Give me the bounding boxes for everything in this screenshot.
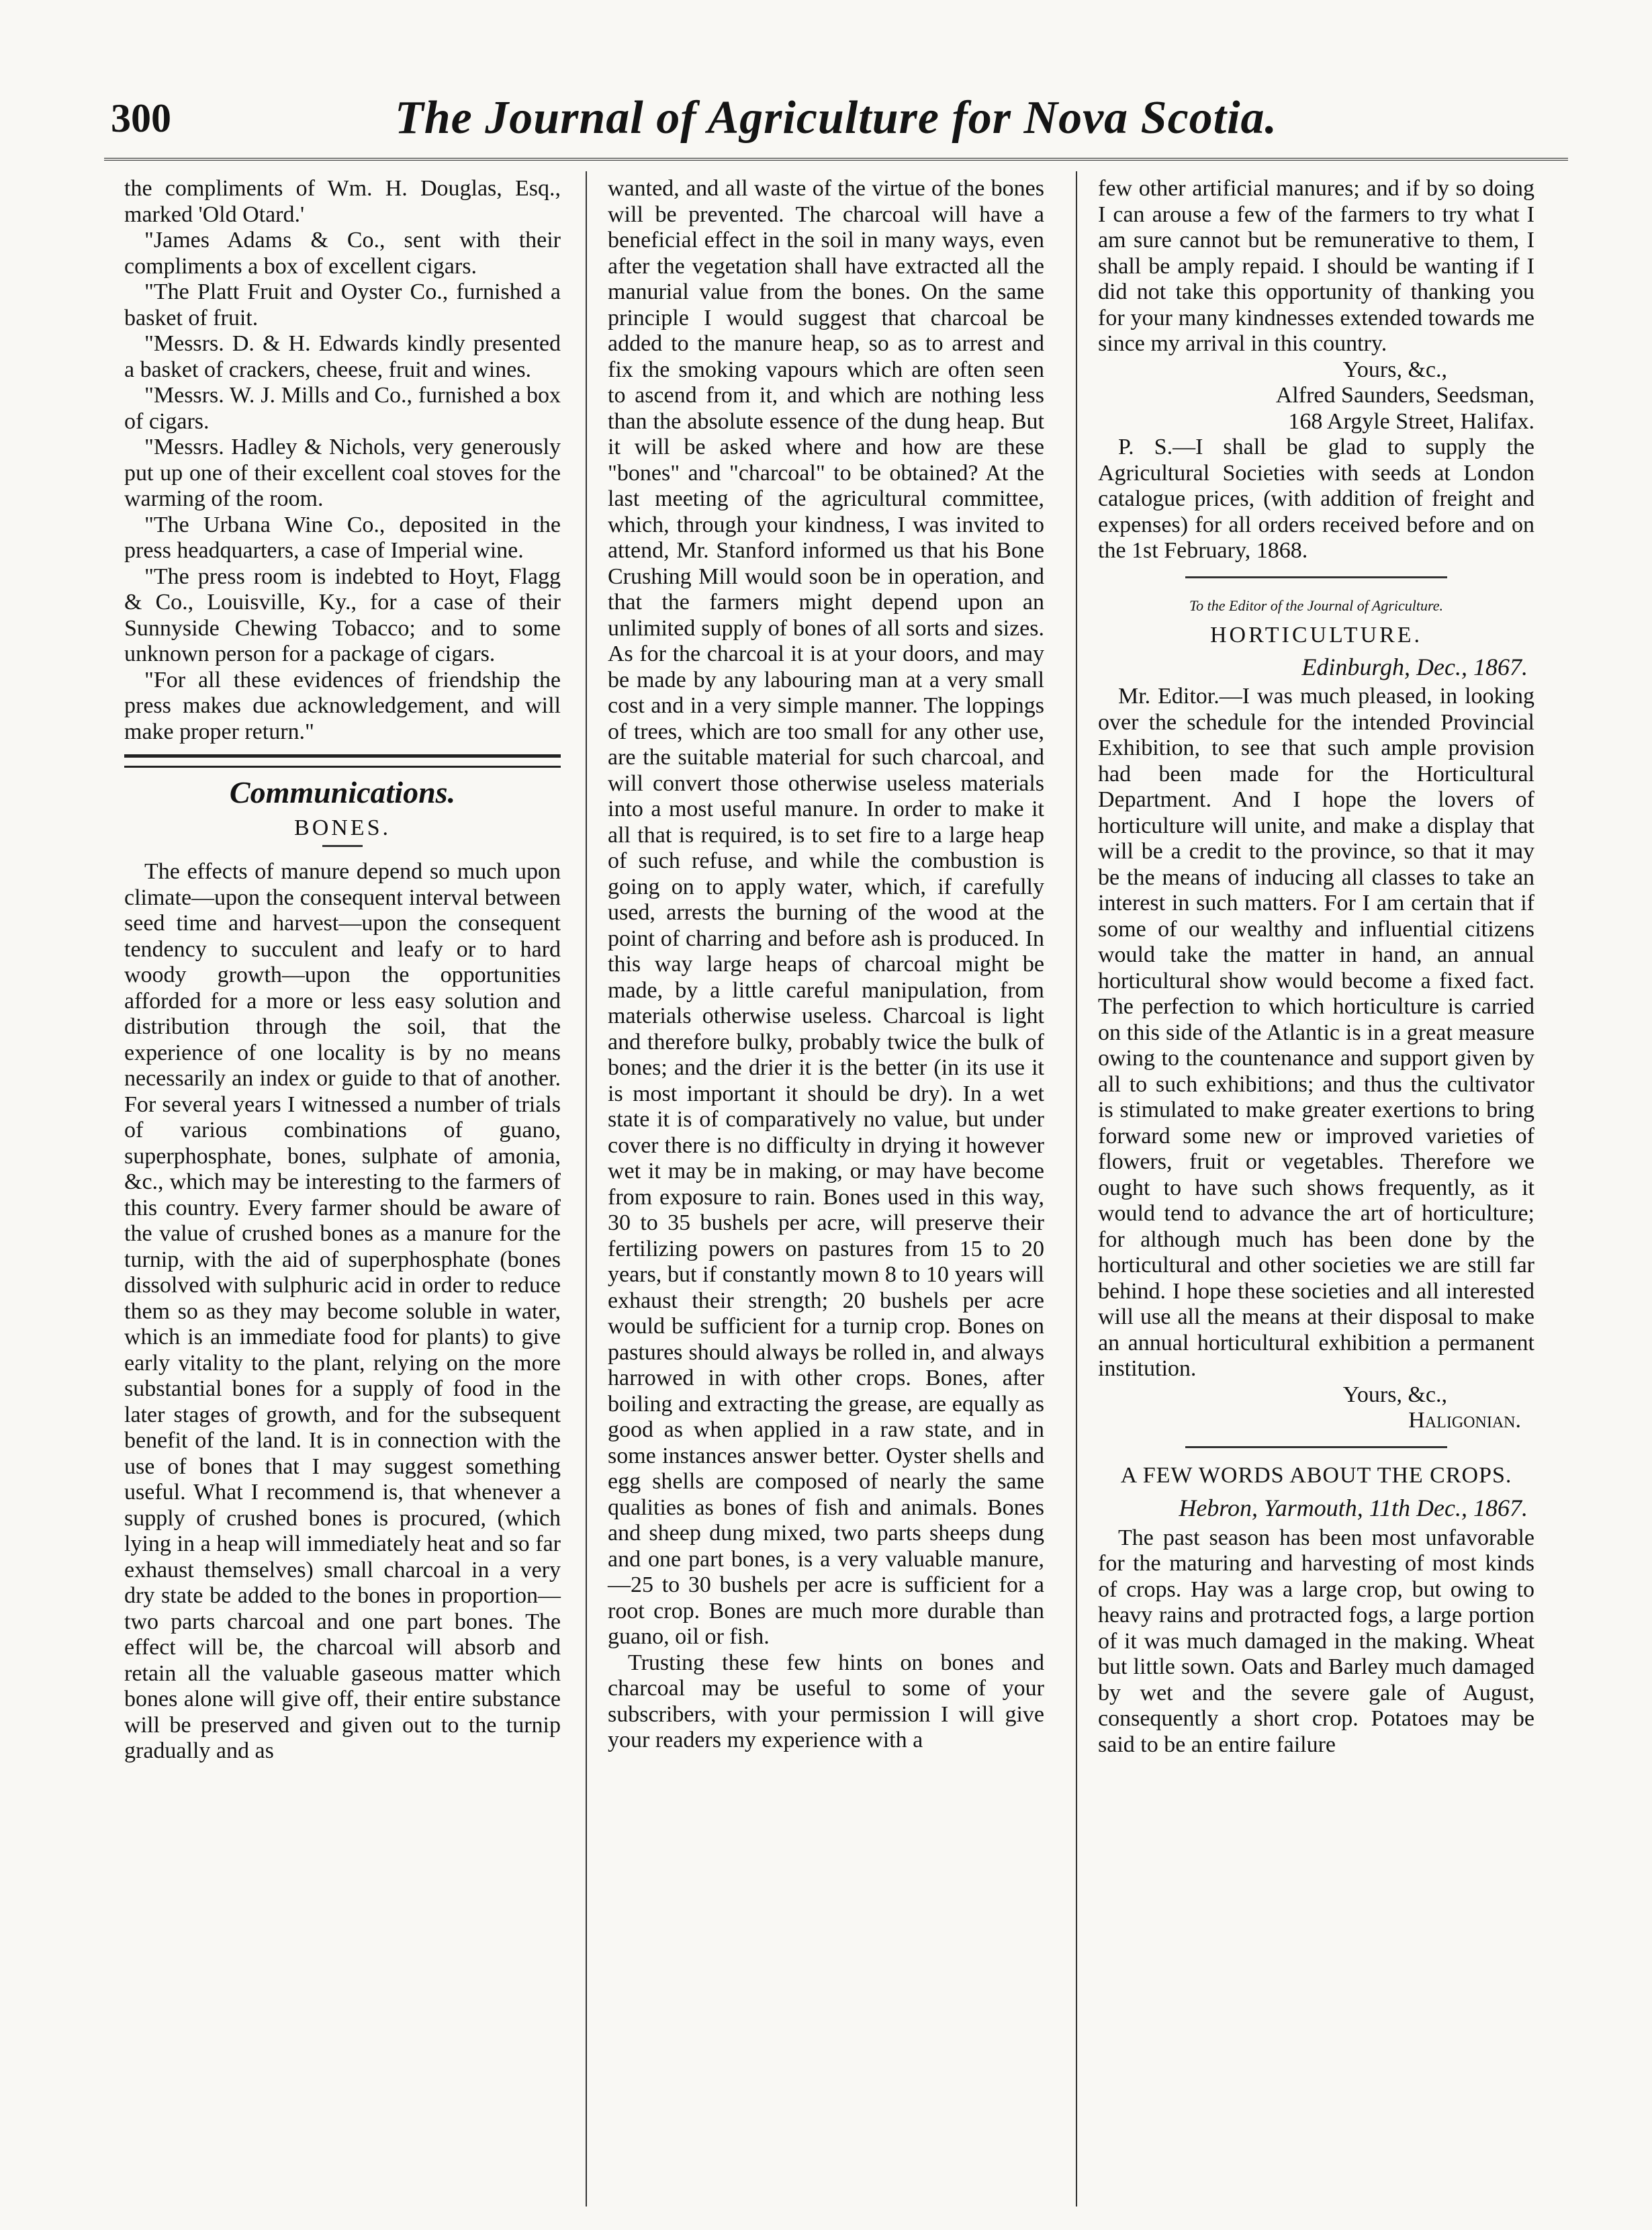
column-divider xyxy=(1076,171,1077,2206)
crops-title: A FEW WORDS ABOUT THE CROPS. xyxy=(1120,1462,1512,1488)
horticulture-closing: Yours, &c., xyxy=(1342,1382,1447,1407)
title-rule xyxy=(322,845,363,847)
horticulture-title: HORTICULTURE. xyxy=(1210,623,1422,648)
paragraph: "The Platt Fruit and Oyster Co., furnished a basket of fruit. xyxy=(124,279,561,330)
column-3 xyxy=(1098,176,1534,1758)
paragraph: few other artificial manures; and if by so doing I can arouse a few of the farmers to try what I am sure cannot but be remunerative to them, I shall be amply repaid. I should be wanting if I did not take this opportunity of thanking you for your many kindnesses extended towards me since my arrival in this country. xyxy=(1098,176,1534,356)
page-header xyxy=(104,81,1568,154)
paragraph: "The Urbana Wine Co., deposited in the press headquarters, a case of Imperial wine. xyxy=(124,512,561,563)
signer-name: Alfred Saunders, Seedsman, xyxy=(1275,383,1534,408)
paragraph: "The press room is indebted to Hoyt, Flagg & Co., Louisville, Ky., for a case of their Sunnyside Chewing Tobacco; and to some unknown person for a package of cigars. xyxy=(124,564,561,666)
journal-title: The Journal of Agriculture for Nova Scotia. xyxy=(394,92,1278,144)
signer-address: 168 Argyle Street, Halifax. xyxy=(1288,408,1534,434)
column-divider xyxy=(586,171,587,2206)
paragraph: the compliments of Wm. H. Douglas, Esq., marked 'Old Otard.' xyxy=(124,176,561,227)
horticulture-dateline: Edinburgh, Dec., 1867. xyxy=(1301,653,1528,680)
page-number: 300 xyxy=(111,96,171,140)
horticulture-body: Mr. Editor.—I was much pleased, in looking over the schedule for the intended Provincial Exhibition, to see that such ample provision had been made for the Horticultural Department. And I hope the lovers of horticulture will unite, and make a display that will be a credit to the province, so that it may be the means of inducing all classes to take an interest in such matters. For I am certain that if some of our wealthy and influential citizens would take the matter in hand, an annual horticultural show would become a fixed fact. The perfection to which horticulture is carried on this side of the Atlantic is in a great measure owing to the countenance and support given by all to such exhibitions; and thus the cultivator is stimulated to make greater exertions to bring forward some new or improved varieties of flowers, fruit or vegetables. Therefore we ought to have such shows frequently, as it would tend to advance the art of horticulture; for although much has been done by the horticultural and other societies we are still far behind. I hope these societies and all interested will use all the means at their disposal to make an annual horticultural exhibition a permanent institution. xyxy=(1098,684,1534,1381)
header-rule xyxy=(104,158,1568,164)
article-title: BONES. xyxy=(294,815,391,840)
divider xyxy=(1185,576,1447,581)
paragraph: "Messrs. Hadley & Nichols, very generously put up one of their excellent coal stoves for the warming of the room. xyxy=(124,435,561,511)
editor-note: To the Editor of the Journal of Agriculture. xyxy=(1189,596,1444,614)
paragraph: "Messrs. W. J. Mills and Co., furnished a box of cigars. xyxy=(124,383,561,434)
column-2 xyxy=(608,176,1044,1754)
column-1 xyxy=(124,176,561,1765)
paragraph: "For all these evidences of friendship the press makes due acknowledgement, and will make proper return." xyxy=(124,667,561,744)
article-paragraph: The effects of manure depend so much upon climate—upon the consequent interval between seed time and harvest—upon the consequent tendency to succulent and leafy or to hard woody growth—upon the opportunities afforded for a more or less easy solution and distribution through the soil, that the experience of one locality is by no means necessarily an index or guide to that of another. For several years I witnessed a number of trials of various combinations of guano, superphosphate, bones, sulphate of amonia, &c., which may be interesting to the farmers of this country. Every farmer should be aware of the value of crushed bones as a manure for the turnip, with the aid of superphosphate (bones dissolved with sulphuric acid in order to reduce them so as they may become soluble in water, which is an immediate food for plants) to give early vitality to the plant, relying on the more substantial bones for a supply of food in the later stages of growth, and for the subsequent benefit of the land. It is in connection with the use of bones that I may suggest something useful. What I recommend is, that whenever a supply of crushed bones is procured, (which lying in a heap will immediately heat and so far exhaust themselves) small charcoal in a very dry state be added to the bones in proportion—two parts charcoal and one part bones. The effect will be, the charcoal will absorb and retain all the valuable gaseous matter which bones alone will give off, their entire substance will be preserved and given out to the turnip gradually and as xyxy=(124,859,561,1763)
section-rule xyxy=(124,754,561,768)
postscript: P. S.—I shall be glad to supply the Agricultural Societies with seeds at London catalogue prices, (with addition of freight and expenses) for all orders received before and on the 1st February, 1868. xyxy=(1098,435,1534,563)
crops-dateline: Hebron, Yarmouth, 11th Dec., 1867. xyxy=(1179,1495,1528,1521)
paragraph: wanted, and all waste of the virtue of the bones will be prevented. The charcoal will have a beneficial effect in the soil in many ways, even after the vegetation shall have extracted all the manurial value from the bones. On the same principle I would suggest that charcoal be added to the manure heap, so as to arrest and fix the smoking vapours which are often seen to ascend from it, and which are nothing less than the absolute essence of the dung heap. But it will be asked where and how are these "bones" and "charcoal" to be obtained? At the last meeting of the agricultural committee, which, through your kindness, I was invited to attend, Mr. Stanford informed us that his Bone Crushing Mill would soon be in operation, and that the farmers might depend upon an unlimited supply of bones of all sorts and sizes. As for the charcoal it is at your doors, and may be made by any labouring man at a very small cost and in a very simple manner. The loppings of trees, which are too small for any other use, are the suitable material for such charcoal, and will convert those otherwise useless materials into a most useful manure. In order to make it all that is required, is to set fire to a large heap of such refuse, and while the combustion is going on to apply water, which, if carefully used, arrests the burning of the wood at the point of charring and before ash is produced. In this way large heaps of charcoal might be made, by a little careful manipulation, from materials otherwise useless. Charcoal is light and therefore bulky, probably twice the bulk of bones; and the drier it is the better (in its use it is most important it should be dry). In a wet state it is of comparatively no value, but under cover there is no difficulty in drying it however wet it may be in making, or may have become from exposure to rain. Bones used in this way, 30 to 35 bushels per acre, will preserve their fertilizing powers on pastures from 15 to 20 years, but if constantly mown 8 to 10 years will exhaust their strength; 20 bushels per acre would be sufficient for a turnip crop. Bones on pastures should always be rolled in, and always harrowed in with other crops. Bones, after boiling and extracting the grease, are equally as good as when applied in a raw state, and in some instances answer better. Oyster shells and egg shells are composed of nearly the same qualities as bones of fish and animals. Bones and sheep dung mixed, two parts sheeps dung and one part bones, is a very valuable manure,—25 to 30 bushels per acre is sufficient for a root crop. Bones are much more durable than guano, oil or fish. xyxy=(608,176,1044,1649)
section-heading: Communications. xyxy=(229,775,456,809)
paragraph: "Messrs. D. & H. Edwards kindly presented a basket of crackers, cheese, fruit and wines. xyxy=(124,331,561,382)
horticulture-signer: Haligonian. xyxy=(1408,1408,1521,1433)
divider xyxy=(1185,1446,1447,1451)
closing: Yours, &c., xyxy=(1342,357,1447,382)
paragraph: Trusting these few hints on bones and charcoal may be useful to some of your subscribers, with your permission I will give your readers my experience with a xyxy=(608,1650,1044,1752)
crops-body: The past season has been most unfavorable for the maturing and harvesting of most kinds of crops. Hay was a large crop, but owing to heavy rains and protracted fogs, a large portion of it was much damaged in the making. Wheat but little sown. Oats and Barley much damaged by wet and the severe gale of August, consequently a short crop. Potatoes may be said to be an entire failure xyxy=(1098,1525,1534,1757)
paragraph: "James Adams & Co., sent with their compliments a box of excellent cigars. xyxy=(124,228,561,279)
